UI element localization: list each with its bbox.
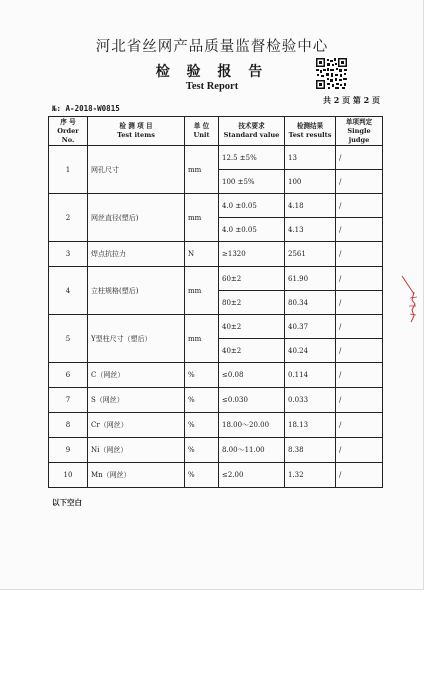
result-cell: 2561 bbox=[285, 242, 336, 267]
order-cell: 8 bbox=[49, 413, 88, 438]
judge-cell: / bbox=[336, 413, 383, 438]
result-cell: 80.34 bbox=[285, 291, 336, 315]
unit-cell: mm bbox=[185, 315, 219, 363]
header-order: 序 号 Order No. bbox=[49, 117, 88, 146]
standard-cell: 8.00～11.00 bbox=[219, 438, 285, 463]
unit-cell: % bbox=[185, 388, 219, 413]
order-cell: 9 bbox=[49, 438, 88, 463]
report-title-cn: 检 验 报 告 bbox=[155, 64, 269, 80]
item-cell: 网孔尺寸 bbox=[88, 146, 185, 194]
standard-cell: ≥1320 bbox=[219, 242, 285, 267]
table-row bbox=[49, 463, 383, 488]
judge-cell: / bbox=[336, 388, 383, 413]
standard-cell: 18.00～20.00 bbox=[219, 413, 285, 438]
standard-cell: ≤2.00 bbox=[219, 463, 285, 488]
item-cell: Ni（网丝） bbox=[88, 438, 185, 463]
qr-code-icon bbox=[315, 57, 348, 90]
standard-cell: 60±2 bbox=[219, 267, 285, 291]
standard-cell: ≤0.08 bbox=[219, 363, 285, 388]
header-single-judge: 单项判定 Single judge bbox=[336, 117, 383, 146]
end-of-content-note: 以下空白 bbox=[52, 498, 82, 507]
standard-cell: 40±2 bbox=[219, 339, 285, 363]
order-cell: 1 bbox=[49, 146, 88, 194]
page-count: 共 2 页 第 2 页 bbox=[322, 95, 380, 105]
table-header-row bbox=[49, 117, 383, 146]
judge-cell: / bbox=[336, 339, 383, 363]
item-cell: C（网丝） bbox=[88, 363, 185, 388]
header-test-results: 检测结果 Test results bbox=[285, 117, 336, 146]
result-cell: 40.24 bbox=[285, 339, 336, 363]
judge-cell: / bbox=[336, 363, 383, 388]
standard-cell: 4.0 ±0.05 bbox=[219, 194, 285, 218]
order-cell: 4 bbox=[49, 267, 88, 315]
result-cell: 1.32 bbox=[285, 463, 336, 488]
judge-cell: / bbox=[336, 438, 383, 463]
order-cell: 2 bbox=[49, 194, 88, 242]
judge-cell: / bbox=[336, 267, 383, 291]
table-row bbox=[49, 315, 383, 339]
result-cell: 0.114 bbox=[285, 363, 336, 388]
order-cell: 7 bbox=[49, 388, 88, 413]
unit-cell: % bbox=[185, 413, 219, 438]
item-cell: 网丝直径(塑后) bbox=[88, 194, 185, 242]
order-cell: 5 bbox=[49, 315, 88, 363]
result-cell: 40.37 bbox=[285, 315, 336, 339]
table-row bbox=[49, 388, 383, 413]
table-row bbox=[49, 363, 383, 388]
table-row bbox=[49, 194, 383, 218]
result-cell: 0.033 bbox=[285, 388, 336, 413]
judge-cell: / bbox=[336, 218, 383, 242]
result-cell: 8.38 bbox=[285, 438, 336, 463]
test-results-table bbox=[48, 116, 383, 488]
judge-cell: / bbox=[336, 170, 383, 194]
unit-cell: mm bbox=[185, 194, 219, 242]
judge-cell: / bbox=[336, 291, 383, 315]
judge-cell: / bbox=[336, 463, 383, 488]
result-cell: 4.13 bbox=[285, 218, 336, 242]
table-row bbox=[49, 267, 383, 291]
standard-cell: 80±2 bbox=[219, 291, 285, 315]
order-cell: 10 bbox=[49, 463, 88, 488]
judge-cell: / bbox=[336, 315, 383, 339]
table-row bbox=[49, 242, 383, 267]
item-cell: Y型柱尺寸（塑后） bbox=[88, 315, 185, 363]
result-cell: 100 bbox=[285, 170, 336, 194]
result-cell: 4.18 bbox=[285, 194, 336, 218]
standard-cell: 40±2 bbox=[219, 315, 285, 339]
item-cell: 焊点抗拉力 bbox=[88, 242, 185, 267]
unit-cell: % bbox=[185, 463, 219, 488]
item-cell: 立柱规格(塑后) bbox=[88, 267, 185, 315]
result-cell: 13 bbox=[285, 146, 336, 170]
standard-cell: 12.5 ±5% bbox=[219, 146, 285, 170]
order-cell: 6 bbox=[49, 363, 88, 388]
standard-cell: ≤0.030 bbox=[219, 388, 285, 413]
organization-name: 河北省丝网产品质量监督检验中心 bbox=[95, 39, 329, 55]
unit-cell: % bbox=[185, 438, 219, 463]
result-cell: 61.90 bbox=[285, 267, 336, 291]
header-unit: 单 位 Unit bbox=[185, 117, 219, 146]
unit-cell: mm bbox=[185, 267, 219, 315]
table-row bbox=[49, 413, 383, 438]
unit-cell: % bbox=[185, 363, 219, 388]
item-cell: Mn（网丝） bbox=[88, 463, 185, 488]
judge-cell: / bbox=[336, 146, 383, 170]
standard-cell: 4.0 ±0.05 bbox=[219, 218, 285, 242]
unit-cell: N bbox=[185, 242, 219, 267]
item-cell: Cr（网丝） bbox=[88, 413, 185, 438]
header-standard-value: 技术要求 Standard value bbox=[219, 117, 285, 146]
unit-cell: mm bbox=[185, 146, 219, 194]
result-cell: 18.13 bbox=[285, 413, 336, 438]
seal-stamp-icon bbox=[398, 270, 420, 330]
document-number: №: A-2018-W0815 bbox=[52, 104, 120, 113]
order-cell: 3 bbox=[49, 242, 88, 267]
standard-cell: 100 ±5% bbox=[219, 170, 285, 194]
header-test-items: 检 测 项 目 Test items bbox=[88, 117, 185, 146]
item-cell: S（网丝） bbox=[88, 388, 185, 413]
table-row bbox=[49, 146, 383, 170]
judge-cell: / bbox=[336, 194, 383, 218]
report-title-en: Test Report bbox=[185, 81, 239, 92]
judge-cell: / bbox=[336, 242, 383, 267]
table-row bbox=[49, 438, 383, 463]
